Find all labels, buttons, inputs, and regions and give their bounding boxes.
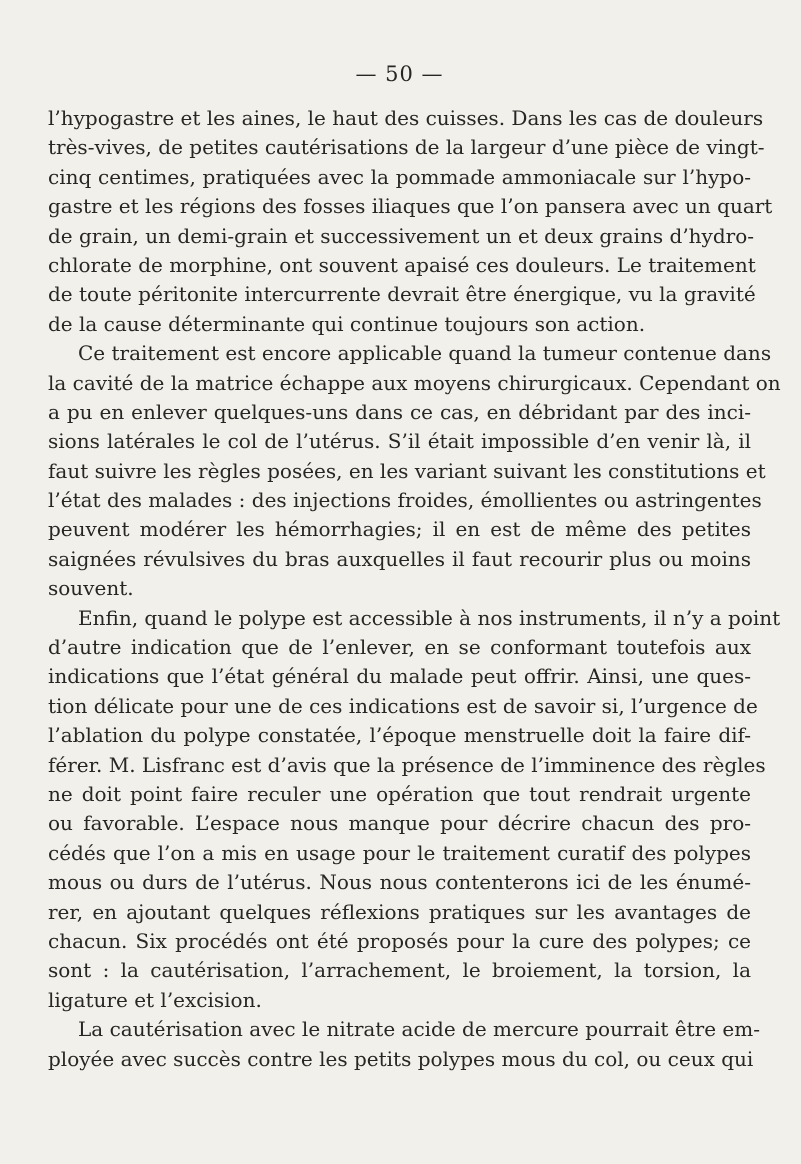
- text-line: saignées révulsives du bras auxquelles il faut recourir plus ou moins: [48, 546, 751, 571]
- text-line: ne doit point faire reculer une opération que tout rendrait urgente: [48, 781, 751, 806]
- text-line: faut suivre les règles posées, en les variant suivant les constitutions et: [48, 458, 766, 483]
- text-line: peuvent modérer les hémorrhagies; il en est de même des petites: [48, 517, 751, 542]
- text-line: de toute péritonite intercurrente devrait être énergique, vu la gravité: [48, 282, 756, 307]
- text-line: souvent.: [48, 576, 134, 601]
- text-line: cinq centimes, pratiquées avec la pommade ammoniacale sur l’hypo-: [48, 164, 751, 189]
- text-line: férer. M. Lisfranc est d’avis que la présence de l’imminence des règles: [48, 752, 766, 777]
- text-line: très-vives, de petites cautérisations de la largeur d’une pièce de vingt-: [48, 135, 765, 160]
- body-text: [48, 104, 781, 1074]
- text-line: l’hypogastre et les aines, le haut des cuisses. Dans les cas de douleurs: [48, 106, 764, 130]
- text-line: cédés que l’on a mis en usage pour le traitement curatif des polypes: [48, 840, 751, 865]
- text-line: ligature et l’excision.: [48, 987, 262, 1012]
- text-line: tion délicate pour une de ces indications est de savoir si, l’urgence de: [48, 693, 758, 718]
- text-line: indications que l’état général du malade peut offrir. Ainsi, une ques-: [48, 664, 751, 689]
- text-line: de grain, un demi-grain et successivement un et deux grains d’hydro-: [48, 223, 755, 248]
- text-line: ou favorable. L’espace nous manque pour décrire chacun des pro-: [48, 811, 751, 836]
- text-line: l’ablation du polype constatée, l’époque menstruelle doit la faire dif-: [48, 723, 751, 748]
- text-line: la cavité de la matrice échappe aux moyens chirurgicaux. Cependant on: [48, 370, 781, 395]
- text-line: ployée avec succès contre les petits polypes mous du col, ou ceux qui: [48, 1046, 754, 1071]
- page-number: — 50 —: [355, 62, 444, 86]
- text-line: d’autre indication que de l’enlever, en se conformant toutefois aux: [48, 635, 751, 660]
- text-line: a pu en enlever quelques-uns dans ce cas, en débridant par des inci-: [48, 399, 751, 424]
- text-line: La cautérisation avec le nitrate acide de mercure pourrait être em-: [78, 1017, 760, 1042]
- text-line: rer, en ajoutant quelques réflexions pratiques sur les avantages de: [48, 899, 751, 924]
- text-line: chlorate de morphine, ont souvent apaisé ces douleurs. Le traitement: [48, 252, 756, 277]
- text-line: gastre et les régions des fosses iliaques que l’on pansera avec un quart: [48, 194, 773, 219]
- text-line: sont : la cautérisation, l’arrachement, le broiement, la torsion, la: [48, 958, 751, 983]
- text-line: Ce traitement est encore applicable quand la tumeur contenue dans: [78, 341, 772, 366]
- text-line: de la cause déterminante qui continue toujours son action.: [48, 311, 646, 336]
- text-line: chacun. Six procédés ont été proposés pour la cure des polypes; ce: [48, 928, 751, 953]
- text-line: Enfin, quand le polype est accessible à nos instruments, il n’y a point: [78, 605, 781, 630]
- text-line: sions latérales le col de l’utérus. S’il était impossible d’en venir là, il: [48, 429, 751, 454]
- text-line: l’état des malades : des injections froides, émollientes ou astringentes: [48, 488, 762, 513]
- text-line: mous ou durs de l’utérus. Nous nous contenterons ici de les énumé-: [48, 870, 751, 895]
